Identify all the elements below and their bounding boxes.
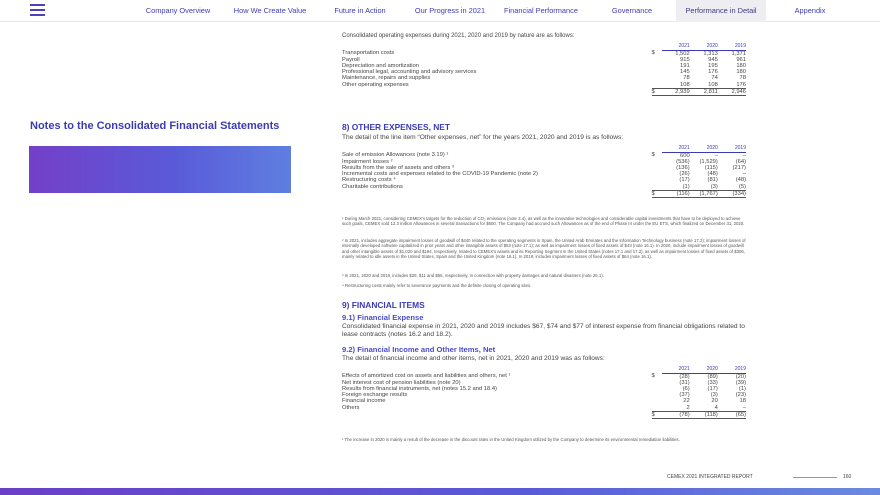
financial-expense-heading: 9.1) Financial Expense: [342, 313, 424, 322]
row-label: Results from financial instruments, net (notes 15.2 and 18.4): [342, 385, 497, 392]
row-label: Depreciation and amortization: [342, 62, 420, 69]
table-row: [342, 152, 746, 159]
year-header: 2021: [662, 43, 690, 50]
financial-income-text: The detail of financial income and other items, net in 2021, 2020 and 2019 was as follows:: [342, 355, 605, 362]
nav-future-in-action[interactable]: Future in Action: [334, 6, 386, 15]
cell-value: (23): [735, 392, 746, 399]
cell-value: (48): [735, 177, 746, 184]
cell-value: (3): [710, 183, 718, 190]
currency: [652, 405, 662, 412]
cell-value: (136): [676, 164, 690, 171]
table-row: [342, 184, 746, 191]
row-label: Professional legal, accounting and advisory services: [342, 69, 477, 76]
cell-value: (64): [735, 158, 746, 165]
cell-value: (39): [735, 379, 746, 386]
currency: $: [652, 190, 662, 197]
cell-value: 961: [736, 56, 746, 63]
cell-value: 108: [680, 81, 690, 88]
nav-our-progress-2021[interactable]: Our Progress in 2021: [414, 6, 486, 15]
nav-appendix[interactable]: Appendix: [794, 6, 826, 15]
cell-value: (6): [682, 385, 690, 392]
report-name: CEMEX 2021 INTEGRATED REPORT: [667, 474, 753, 480]
cell-value: (5): [738, 183, 746, 190]
table-header-row: [342, 43, 746, 50]
financial-expense-text: Consolidated financial expense in 2021, 2020 and 2019 includes $67, $74 and $77 of interest expense from financial obligations related to lease contracts (notes 16.2 and 18.2).: [342, 323, 745, 339]
footnote: ¹ During March 2021, considering CEMEX's targets for the reduction of CO₂ emissions (note 3.4), as well as the innovative technologies and considerable capital investments that have to be deployed to achieve such goals, CEMEX sold 12.3 million Allowances in several transactions for $600. The Company had accrued such Allowances as of the end of Phase III under the EU ETS, which finalized on December 31, 2020.: [342, 216, 745, 227]
total-value: (65): [718, 411, 746, 418]
year-header: 2019: [718, 366, 746, 373]
total-value: (334): [718, 190, 746, 197]
table-row: [342, 82, 746, 89]
other-expenses-table: [342, 145, 746, 198]
cell-value: (536): [676, 158, 690, 165]
table-header-row: [342, 366, 746, 373]
currency: $: [651, 50, 655, 57]
cell-value: (26): [679, 171, 690, 178]
footnote: ³ In 2021, 2020 and 2019, includes $29, $11 and $55, respectively, in connection with property damages and natural disasters (note 26.1).: [342, 273, 604, 278]
cell-value: (217): [732, 164, 746, 171]
row-label: Foreign exchange results: [342, 392, 408, 399]
year-header: 2020: [690, 366, 718, 373]
cell-value: 180: [736, 62, 746, 69]
currency: [652, 184, 662, 191]
cell-value: 78: [739, 75, 746, 82]
cell-value: 176: [708, 69, 718, 76]
currency: $: [651, 152, 655, 159]
row-label: Payroll: [342, 56, 360, 63]
currency: [652, 82, 662, 89]
cell-value: (31): [679, 379, 690, 386]
cell-value: 600: [680, 152, 690, 159]
year-header: 2020: [690, 43, 718, 50]
cell-value: (1): [682, 183, 690, 190]
total-value: 2,811: [690, 88, 718, 95]
year-header: 2021: [662, 145, 690, 152]
cell-value: –: [742, 404, 746, 411]
row-label: Others: [342, 404, 360, 411]
row-label: Impairment losses ²: [342, 158, 393, 165]
row-label: Sale of emission Allowances (note 3.19) ¹: [342, 152, 449, 159]
table-row: [342, 405, 746, 412]
cell-value: (48): [707, 171, 718, 178]
row-label: Maintenance, repairs and supplies: [342, 75, 431, 82]
cell-value: (81): [707, 177, 718, 184]
cell-value: (20): [735, 373, 746, 380]
other-expenses-intro: The detail of the line item “Other expenses, net” for the years 2021, 2020 and 2019 is as follows:: [342, 134, 624, 141]
bottom-gradient-bar: [0, 488, 880, 495]
row-label: Charitable contributions: [342, 183, 403, 190]
footnote: ¹ The increase in 2020 is mainly a result of the decrease in the discount rates in the United Kingdom utilized by the Company to determine its environmental remediation liabilities.: [342, 437, 680, 442]
cell-value: (3): [710, 392, 718, 399]
page-number: 160: [843, 474, 852, 480]
cell-value: 1,371: [731, 50, 746, 57]
cell-value: 78: [683, 75, 690, 82]
nav-performance-in-detail[interactable]: Performance in Detail: [676, 0, 766, 22]
table-header-row: [342, 145, 746, 152]
row-label: Net interest cost of pension liabilities (note 20): [342, 379, 461, 386]
financial-income-heading: 9.2) Financial Income and Other Items, Net: [342, 345, 496, 354]
cell-value: 108: [708, 81, 718, 88]
nav-financial-performance[interactable]: Financial Performance: [504, 6, 578, 15]
cell-value: 4: [714, 404, 718, 411]
cell-value: (1): [738, 385, 746, 392]
cell-value: 945: [708, 56, 718, 63]
footnote: ⁴ Restructuring costs mainly refer to severance payments and the definite closing of operating sites.: [342, 283, 532, 288]
cell-value: (115): [704, 164, 718, 171]
total-value: (1,767): [690, 190, 718, 197]
currency: $: [652, 88, 662, 95]
year-header: 2021: [662, 366, 690, 373]
table-total-row: [342, 411, 746, 418]
currency: $: [652, 411, 662, 418]
other-expenses-heading: 8) OTHER EXPENSES, NET: [342, 122, 450, 132]
cell-value: 22: [683, 398, 690, 405]
footnote: ² In 2021, includes aggregate impairment losses of goodwill of $440 related to the operating segments in Spain, the United Arab Emirates and the Information Technology business (note 17.2); impairment losses of internally developed software capitalized in prior years and other intangible assets of $53 (note 17.1); as well as impairment losses of fixed assets of $43 (note 16.1). In 2020, include impairment losses of goodwill and other intangible assets of $1,020 and $194, respectively, related to CEMEX's assets and its Reporting Segment in the United States (notes 17.1 and 17.2), as well as impairment losses of fixed assets of $306, mainly related to idle assets in the United States, Spain and the United Kingdom (note 16.1). In 2019, includes impairment losses of fixed assets of $64 (note 16.1).: [342, 238, 746, 260]
row-label: Restructuring costs ⁴: [342, 177, 396, 184]
cell-value: 18: [739, 398, 746, 405]
financial-income-table: [342, 366, 746, 419]
table-row: [342, 50, 746, 57]
cell-value: (17): [707, 385, 718, 392]
year-header: 2019: [718, 145, 746, 152]
cell-value: (17): [679, 177, 690, 184]
row-label: Transportation costs: [342, 50, 395, 57]
cell-value: 2: [686, 404, 690, 411]
cell-value: –: [742, 171, 746, 178]
hamburger-menu-icon[interactable]: [30, 4, 45, 16]
nav-company-overview[interactable]: Company Overview: [145, 6, 211, 15]
table-total-row: [342, 88, 746, 95]
table-row: [342, 373, 746, 380]
cell-value: –: [714, 152, 718, 159]
cell-value: (89): [707, 373, 718, 380]
row-label: Financial income: [342, 398, 386, 405]
section-title: Notes to the Consolidated Financial Statements: [30, 120, 280, 132]
top-navigation: [0, 0, 880, 22]
row-label: Incremental costs and expenses related to the COVID-19 Pandemic (note 2): [342, 171, 538, 178]
row-label: Other operating expenses: [342, 81, 409, 88]
nav-governance[interactable]: Governance: [611, 6, 653, 15]
total-value: 2,946: [718, 88, 746, 95]
cell-value: 145: [680, 69, 690, 76]
decorative-gradient-bar: [29, 146, 291, 193]
total-value: (78): [662, 411, 690, 418]
cell-value: (28): [679, 373, 690, 380]
cell-value: 1,313: [703, 50, 718, 57]
cell-value: 195: [708, 62, 718, 69]
table-total-row: [342, 190, 746, 197]
cell-value: 1,502: [675, 50, 690, 57]
cell-value: (33): [707, 379, 718, 386]
opex-intro: Consolidated operating expenses during 2021, 2020 and 2019 by nature are as follows:: [342, 33, 575, 39]
year-header: 2019: [718, 43, 746, 50]
operating-expenses-table: [342, 43, 746, 96]
total-value: (118): [690, 411, 718, 418]
cell-value: 180: [736, 69, 746, 76]
cell-value: –: [742, 152, 746, 159]
cell-value: (1,529): [699, 158, 718, 165]
year-header: 2020: [690, 145, 718, 152]
cell-value: 191: [680, 62, 690, 69]
currency: $: [651, 373, 655, 380]
financial-items-heading: 9) FINANCIAL ITEMS: [342, 300, 425, 310]
cell-value: 20: [711, 398, 718, 405]
cell-value: 74: [711, 75, 718, 82]
cell-value: (37): [679, 392, 690, 399]
cell-value: 915: [680, 56, 690, 63]
footer-divider: [793, 477, 837, 478]
nav-how-we-create-value[interactable]: How We Create Value: [233, 6, 307, 15]
total-value: (116): [662, 190, 690, 197]
cell-value: 176: [736, 81, 746, 88]
row-label: Effects of amortized cost on assets and liabilities and others, net ¹: [342, 373, 511, 380]
total-value: 2,939: [662, 88, 690, 95]
row-label: Results from the sale of assets and others ³: [342, 164, 454, 171]
